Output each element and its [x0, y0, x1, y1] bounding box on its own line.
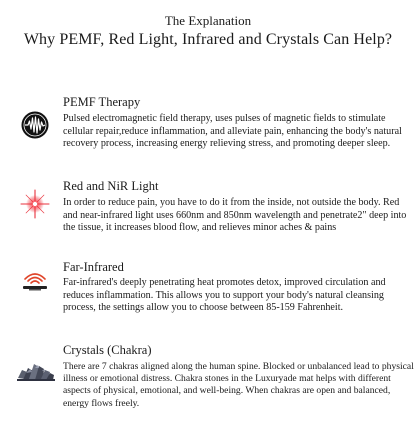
crystal-text: There are 7 chakras aligned along the human spine. Blocked or unbalanced lead to physical illness or emotional distress. Chakra stones in the Luxuryade mat helps with different aspects of physical, emotional, and well-being. When chakras are open and balanced, energy flows freely.	[63, 361, 414, 409]
far-infrared-text: Far-infrared's deeply penetrating heat promotes detox, improved circulation and reduces inflammation. This allows you to support your body's natural cleansing process, the settings allow you to choose between 85-159 Fahrenheit.	[63, 277, 386, 313]
far-infrared-heading: Far-Infrared	[63, 260, 124, 274]
far-infrared-heat-icon	[19, 266, 51, 292]
pemf-waveform-icon	[21, 111, 49, 139]
pemf-heading: PEMF Therapy	[63, 95, 141, 109]
red-light-burst-icon	[20, 189, 50, 219]
crystal-heading: Crystals (Chakra)	[63, 343, 152, 357]
page-subtitle: The Explanation	[164, 13, 252, 28]
page-title: Why PEMF, Red Light, Infrared and Crystals Can Help?	[23, 31, 393, 48]
red-light-text: In order to reduce pain, you have to do it from the inside, not outside the body. Red and near-infrared light uses 660nm and 850nm wavelength and penetrate2" deep into the tissue, it increases blood flow, and relieves minor aches & pains	[63, 197, 407, 233]
red-light-heading: Red and NiR Light	[63, 179, 159, 193]
crystal-stones-icon	[16, 358, 56, 382]
pemf-text: Pulsed electromagnetic field therapy, uses pulses of magnetic fields to stimulate cellular repair,reduce inflammation, and alleviate pain, enhancing the body's natural recovery process, increasing energy relieving stress, and promoting deeper sleep.	[63, 113, 402, 149]
